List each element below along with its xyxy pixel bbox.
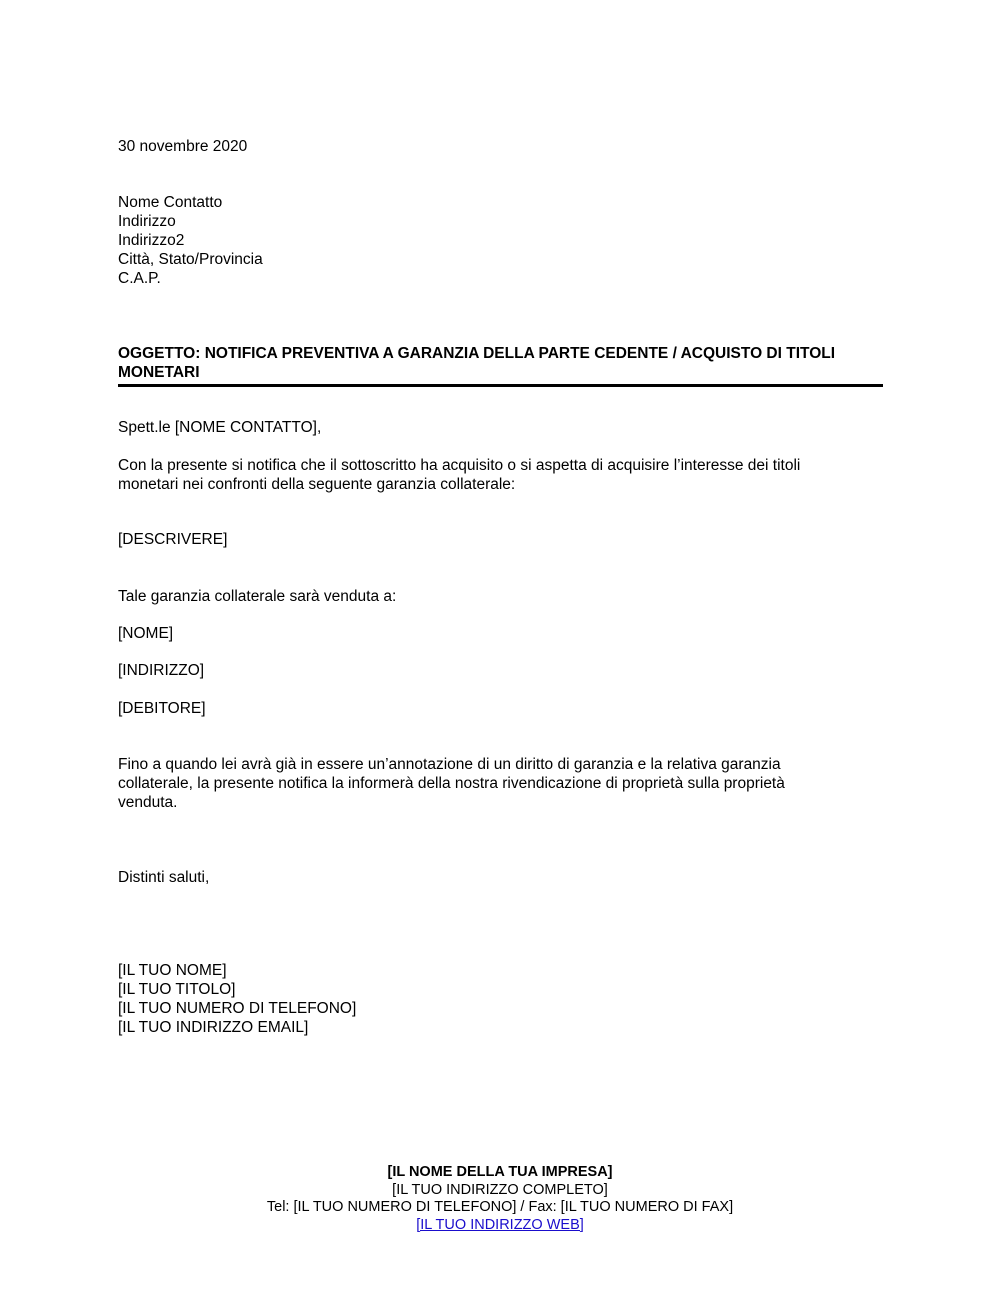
describe-placeholder: [DESCRIVERE]: [118, 531, 228, 548]
paragraph-notice-line-2: monetari nei confronti della seguente garanzia collaterale:: [118, 476, 516, 493]
letter-subject: [118, 344, 883, 382]
paragraph-notice-line-1: Con la presente si notifica che il sottoscritto ha acquisito o si aspetta di acquisire l’interesse dei titoli: [118, 457, 801, 474]
signature-phone: [IL TUO NUMERO DI TELEFONO]: [118, 1000, 357, 1017]
recipient-postal-code: C.A.P.: [118, 270, 161, 287]
sold-to-name: [NOME]: [118, 625, 174, 642]
signature-email: [IL TUO INDIRIZZO EMAIL]: [118, 1019, 309, 1036]
signature-name: [IL TUO NOME]: [118, 962, 227, 979]
paragraph-claim: [118, 755, 883, 812]
footer-contact: Tel: [IL TUO NUMERO DI TELEFONO] / Fax: [IL TUO NUMERO DI FAX]: [266, 1199, 734, 1215]
subject-line-2: MONETARI: [118, 364, 200, 381]
recipient-city-state: Città, Stato/Provincia: [118, 251, 263, 268]
footer-website-link[interactable]: [IL TUO INDIRIZZO WEB]: [416, 1216, 584, 1233]
paragraph-claim-line-1: Fino a quando lei avrà già in essere un’annotazione di un diritto di garanzia e la relativa garanzia: [118, 756, 781, 773]
letterhead-footer: [0, 1164, 1000, 1234]
paragraph-claim-line-3: venduta.: [118, 794, 178, 811]
salutation: Spett.le [NOME CONTATTO],: [118, 419, 322, 436]
paragraph-notice: [118, 456, 883, 494]
sold-to-intro: Tale garanzia collaterale sarà venduta a:: [118, 588, 397, 605]
paragraph-claim-line-2: collaterale, la presente notifica la informerà della nostra rivendicazione di proprietà sulla proprietà: [118, 775, 785, 792]
recipient-name: Nome Contatto: [118, 194, 223, 211]
letter-date: 30 novembre 2020: [118, 138, 248, 155]
recipient-address-line2: Indirizzo2: [118, 232, 185, 249]
subject-divider: [118, 384, 883, 387]
recipient-address-line1: Indirizzo: [118, 213, 176, 230]
sold-to-address: [INDIRIZZO]: [118, 662, 205, 679]
signature-title: [IL TUO TITOLO]: [118, 981, 236, 998]
sold-to-debtor: [DEBITORE]: [118, 700, 206, 717]
recipient-address: [118, 193, 883, 288]
closing: Distinti saluti,: [118, 869, 210, 886]
subject-line-1: OGGETTO: NOTIFICA PREVENTIVA A GARANZIA DELLA PARTE CEDENTE / ACQUISTO DI TITOLI: [118, 345, 836, 362]
footer-company-name: [IL NOME DELLA TUA IMPRESA]: [387, 1164, 613, 1180]
signature-block: [118, 961, 883, 1037]
footer-address: [IL TUO INDIRIZZO COMPLETO]: [392, 1181, 608, 1198]
